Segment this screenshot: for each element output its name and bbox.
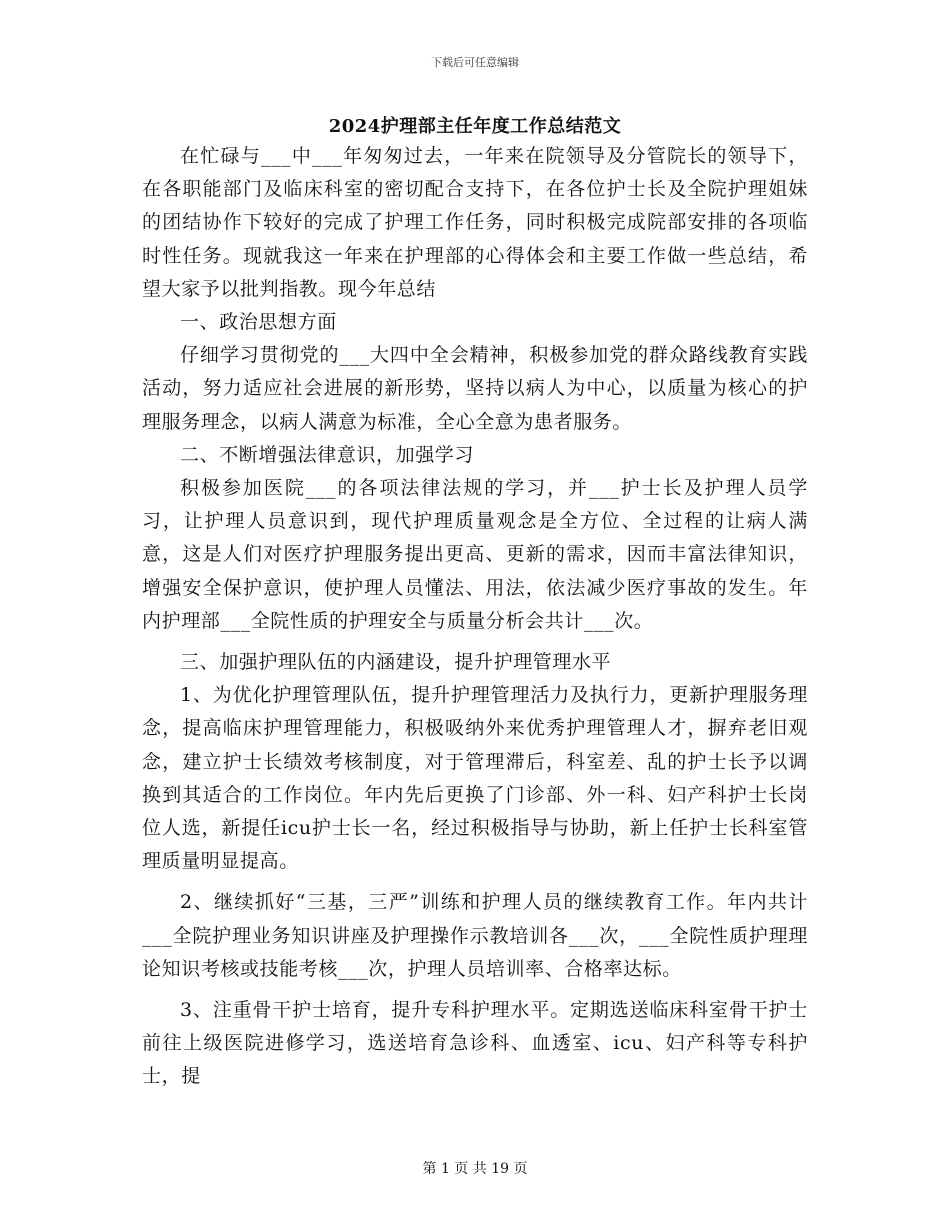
section-heading-2: 二、不断增强法律意识，加强学习 [180, 443, 475, 466]
paragraph-item-3: 3、注重骨干护士培育，提升专科护理水平。定期选送临床科室骨干护士前往上级医院进修学习，选送培育急诊科、血透室、icu、妇产科等专科护士，提 [142, 999, 808, 1088]
paragraph-law: 积极参加医院___的各项法律法规的学习，并___护士长及护理人员学习，让护理人员意识到，现代护理质量观念是全方位、全过程的让病人满意，这是人们对医疗护理服务提出更高、更新的需求，因而丰富法律知识，增强安全保护意识，使护理人员懂法、用法，依法减少医疗事故的发生。年内护理部___全院性质的护理安全与质量分析会共计___次。 [142, 477, 808, 632]
section-heading-3: 三、加强护理队伍的内涵建设，提升护理管理水平 [180, 651, 612, 674]
document-title: 2024护理部主任年度工作总结范文 [328, 116, 622, 137]
page-footer: 第 1 页 共 19 页 [422, 1161, 528, 1177]
section-heading-1: 一、政治思想方面 [180, 311, 337, 334]
paragraph-intro: 在忙碌与___中___年匆匆过去，一年来在院领导及分管院长的领导下，在各职能部门及临床科室的密切配合支持下，在各位护士长及全院护理姐妹的团结协作下较好的完成了护理工作任务，同时积极完成院部安排的各项临时性任务。现就我这一年来在护理部的心得体会和主要工作做一些总结，希望大家予以批判指教。现今年总结 [142, 145, 808, 300]
paragraph-politics: 仔细学习贯彻党的___大四中全会精神，积极参加党的群众路线教育实践活动，努力适应社会进展的新形势，坚持以病人为中心，以质量为核心的护理服务理念，以病人满意为标准，全心全意为患者服务。 [142, 344, 808, 433]
header-note: 下载后可任意编辑 [431, 56, 519, 69]
paragraph-item-1: 1、为优化护理管理队伍，提升护理管理活力及执行力，更新护理服务理念，提高临床护理管理能力，积极吸纳外来优秀护理管理人才，摒弃老旧观念，建立护士长绩效考核制度，对于管理滞后，科室差、乱的护士长予以调换到其适合的工作岗位。年内先后更换了门诊部、外一科、妇产科护士长岗位人选，新提任icu护士长一名，经过积极指导与协助，新上任护士长科室管理质量明显提高。 [142, 684, 808, 873]
document-body [142, 140, 808, 1094]
paragraph-item-2: 2、继续抓好“三基，三严”训练和护理人员的继续教育工作。年内共计___全院护理业务知识讲座及护理操作示教培训各___次，___全院性质护理理论知识考核或技能考核___次，护理人员培训率、合格率达标。 [142, 891, 808, 980]
